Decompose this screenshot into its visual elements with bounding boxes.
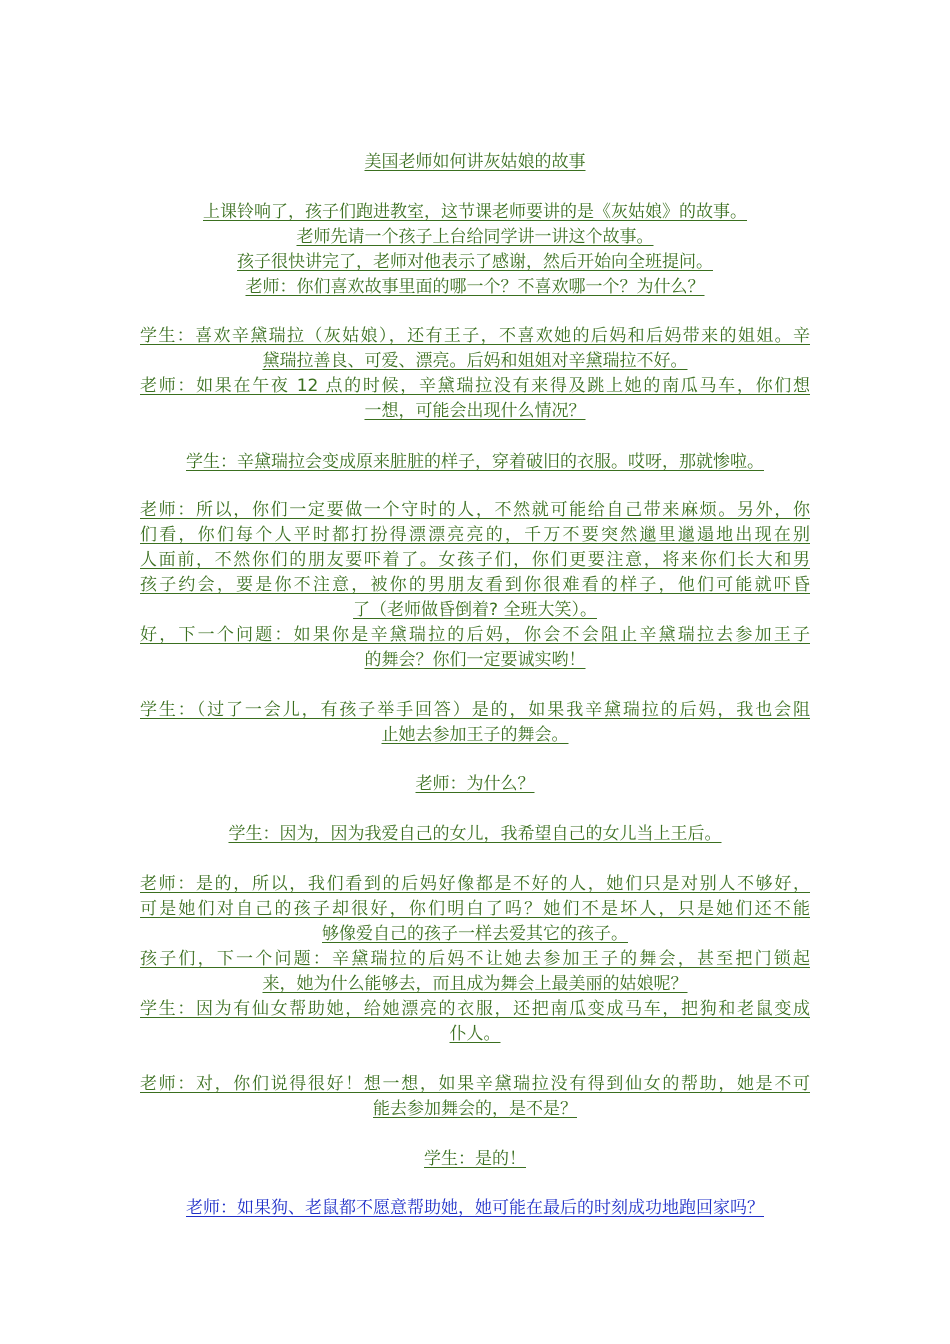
text-line: 学生：因为，因为我爱自己的女儿，我希望自己的女儿当上王后。 [228, 824, 722, 844]
text-line: 一想，可能会出现什么情况？ [364, 401, 586, 421]
text-line: 来，她为什么能够去，而且成为舞会上最美丽的姑娘呢？ [262, 974, 688, 994]
text-line: 可是她们对自己的孩子却很好，你们明白了吗？她们不是坏人，只是她们还不能 [140, 899, 810, 919]
text-line: 仆人。 [449, 1024, 501, 1044]
text-line: 上课铃响了，孩子们跑进教室，这节课老师要讲的是《灰姑娘》的故事。 [203, 202, 747, 222]
text-line: 好，下一个问题：如果你是辛黛瑞拉的后妈，你会不会阻止辛黛瑞拉去参加王子 [140, 625, 810, 645]
text-line: 们看，你们每个人平时都打扮得漂漂亮亮的，千万不要突然邋里邋遢地出现在别 [140, 525, 810, 545]
text-line: 止她去参加王子的舞会。 [381, 725, 569, 745]
text-line: 老师：如果在午夜 12 点的时候，辛黛瑞拉没有来得及跳上她的南瓜马车，你们想 [140, 376, 810, 396]
text-line: 够像爱自己的孩子一样去爱其它的孩子。 [322, 924, 628, 944]
text-line: 老师：为什么？ [415, 774, 535, 794]
text-line: 的舞会？你们一定要诚实哟！ [364, 650, 586, 670]
text-line: 学生：喜欢辛黛瑞拉（灰姑娘），还有王子，不喜欢她的后妈和后妈带来的姐姐。辛 [140, 326, 810, 346]
text-line: 人面前，不然你们的朋友要吓着了。女孩子们，你们更要注意，将来你们长大和男 [140, 550, 810, 570]
text-line: 学生：（过了一会儿，有孩子举手回答）是的，如果我辛黛瑞拉的后妈，我也会阻 [140, 700, 810, 720]
document-title: 美国老师如何讲灰姑娘的故事 [364, 152, 586, 172]
text-line: 学生：是的！ [424, 1149, 526, 1169]
text-line: 老师：对，你们说得很好！想一想，如果辛黛瑞拉没有得到仙女的帮助，她是不可 [140, 1074, 810, 1094]
text-line: 老师先请一个孩子上台给同学讲一讲这个故事。 [296, 227, 654, 247]
text-line: 老师：是的，所以，我们看到的后妈好像都是不好的人，她们只是对别人不够好， [140, 874, 810, 894]
text-line: 能去参加舞会的，是不是？ [373, 1099, 577, 1119]
text-line: 了（老师做昏倒着? 全班大笑）。 [353, 600, 597, 620]
text-line: 孩子约会，要是你不注意，被你的男朋友看到你很难看的样子，他们可能就吓昏 [140, 575, 810, 595]
text-line: 孩子很快讲完了，老师对他表示了感谢，然后开始向全班提问。 [237, 252, 713, 272]
text-line: 学生：因为有仙女帮助她，给她漂亮的衣服，还把南瓜变成马车，把狗和老鼠变成 [140, 999, 810, 1019]
text-line: 黛瑞拉善良、可爱、漂亮。后妈和姐姐对辛黛瑞拉不好。 [262, 351, 688, 371]
text-line: 老师：所以，你们一定要做一个守时的人，不然就可能给自己带来麻烦。另外，你 [140, 500, 810, 520]
text-line: 老师：你们喜欢故事里面的哪一个？不喜欢哪一个？为什么？ [245, 277, 705, 297]
text-line: 学生：辛黛瑞拉会变成原来脏脏的样子，穿着破旧的衣服。哎呀，那就惨啦。 [186, 452, 764, 472]
text-line-link[interactable]: 老师：如果狗、老鼠都不愿意帮助她，她可能在最后的时刻成功地跑回家吗？ [186, 1198, 764, 1218]
text-line: 孩子们，下一个问题：辛黛瑞拉的后妈不让她去参加王子的舞会，甚至把门锁起 [140, 949, 810, 969]
